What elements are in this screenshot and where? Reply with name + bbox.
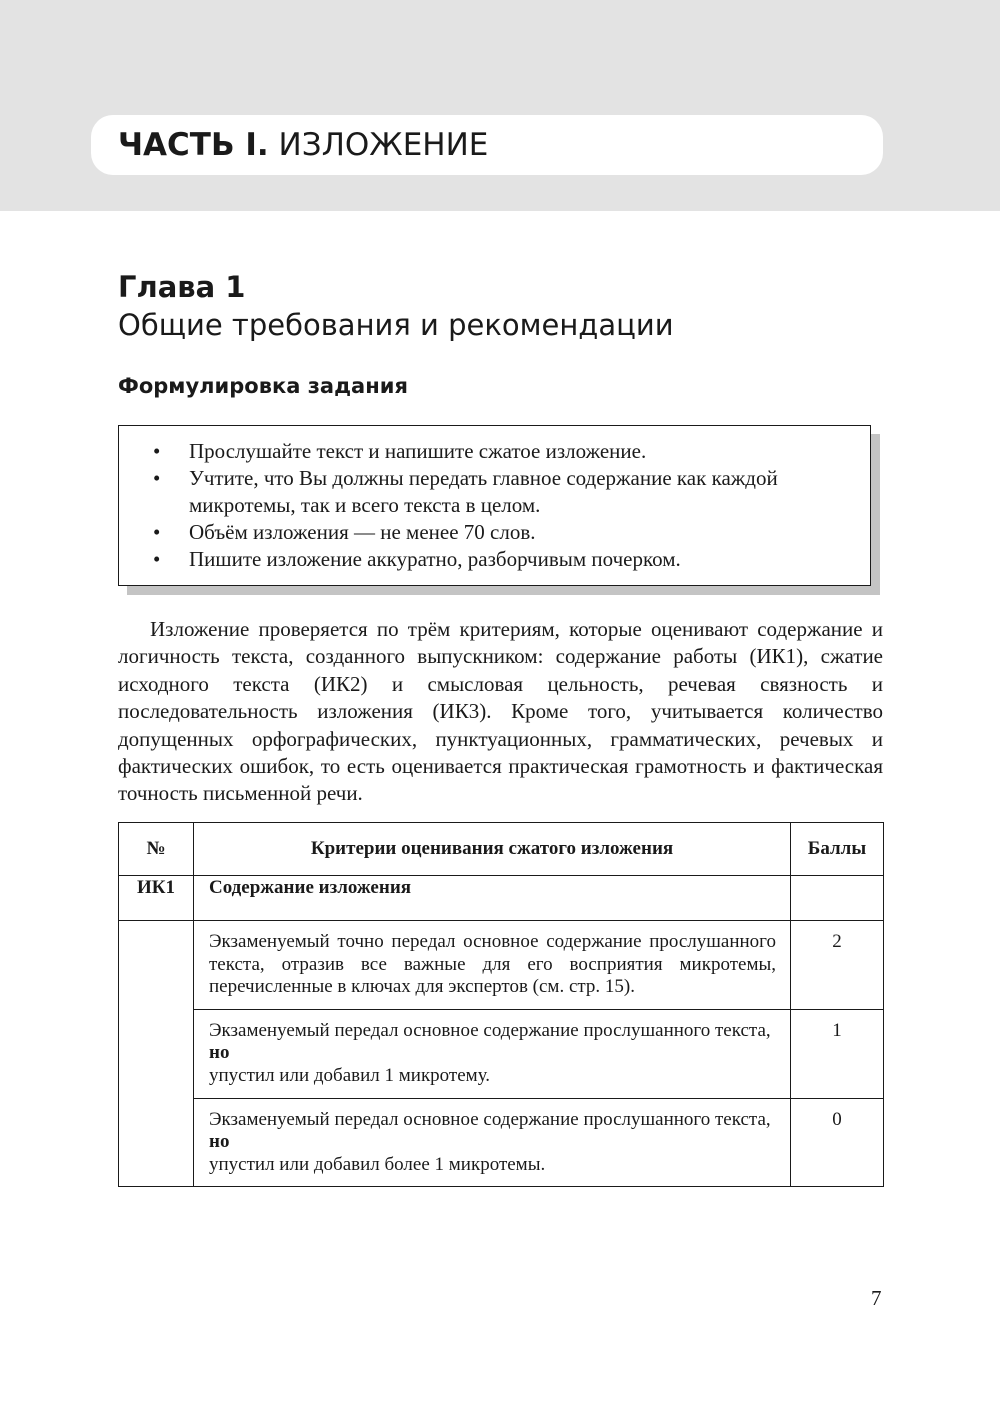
table-row <box>119 1098 884 1187</box>
criterion-description <box>194 921 791 1010</box>
table-header-row <box>119 823 884 876</box>
body-paragraph: Изложение проверяется по трём критериям, которые оценивают содержание и логичность текста, созданного выпускником: содержание работы (ИК1), сжатие исходного текста (ИК2) и смысловая цельность, речевая связность и последовательность изложения (ИК3). Кроме того, учитывается количество допущенных орфографических, пунктуационных, грамматических, речевых и фактических ошибок, то есть оценивается практическая грамотность и фактическая точность письменной речи. <box>118 617 883 806</box>
task-item-text: Учтите, что Вы должны передать главное содержание как каждой микротемы, так и всего текста в целом. <box>189 466 778 517</box>
task-item-text: Объём изложения — не менее 70 слов. <box>189 520 536 544</box>
criterion-description <box>194 1009 791 1098</box>
group-score-empty <box>791 876 884 921</box>
criterion-line: Экзаменуемый точно передал основное содержание прослушанного текста, отразив все важные для его восприятия микротемы, перечисленные в ключах для экспертов (см. стр. 15). <box>209 931 776 998</box>
task-item <box>119 546 870 573</box>
empty-num-cell <box>119 921 194 1187</box>
criterion-score: 0 <box>791 1098 884 1187</box>
table-group-row <box>119 876 884 921</box>
table-row <box>119 1009 884 1098</box>
header-criteria: Критерии оценивания сжатого изложения <box>194 823 791 876</box>
bullet-icon: • <box>153 547 161 571</box>
criterion-line: Экзаменуемый передал основное содержание прослушанного текста, <box>209 1108 771 1130</box>
bullet-icon: • <box>153 520 161 544</box>
chapter-number: Глава 1 <box>118 270 246 304</box>
criterion-line: упустил или добавил 1 микротему. <box>209 1064 491 1086</box>
part-title-bold: ЧАСТЬ I. <box>118 127 269 163</box>
group-title: Содержание изложения <box>194 876 791 921</box>
task-item <box>119 438 870 465</box>
task-item-text: Прослушайте текст и напишите сжатое изложение. <box>189 439 647 463</box>
bullet-icon: • <box>153 439 161 463</box>
group-code: ИК1 <box>119 876 194 921</box>
part-title-rest: ИЗЛОЖЕНИЕ <box>268 127 489 163</box>
criteria-table <box>118 822 884 1187</box>
header-score: Баллы <box>791 823 884 876</box>
task-box <box>118 425 871 586</box>
section-title: Формулировка задания <box>118 374 408 398</box>
task-list <box>119 426 870 573</box>
part-title <box>118 124 488 166</box>
criterion-score: 1 <box>791 1009 884 1098</box>
criterion-line: упустил или добавил более 1 микротемы. <box>209 1153 546 1175</box>
bullet-icon: • <box>153 466 161 490</box>
criterion-conjunction: но <box>209 1042 230 1064</box>
header-band <box>0 0 1000 211</box>
criterion-line: Экзаменуемый передал основное содержание прослушанного текста, <box>209 1019 771 1041</box>
task-item <box>119 465 870 519</box>
criterion-description <box>194 1098 791 1187</box>
criterion-score: 2 <box>791 921 884 1010</box>
criterion-conjunction: но <box>209 1131 230 1153</box>
header-num: № <box>119 823 194 876</box>
task-item <box>119 519 870 546</box>
task-item-text: Пишите изложение аккуратно, разборчивым почерком. <box>189 547 681 571</box>
chapter-title: Общие требования и рекомендации <box>118 308 674 342</box>
page-number: 7 <box>871 1286 882 1310</box>
table-row <box>119 921 884 1010</box>
